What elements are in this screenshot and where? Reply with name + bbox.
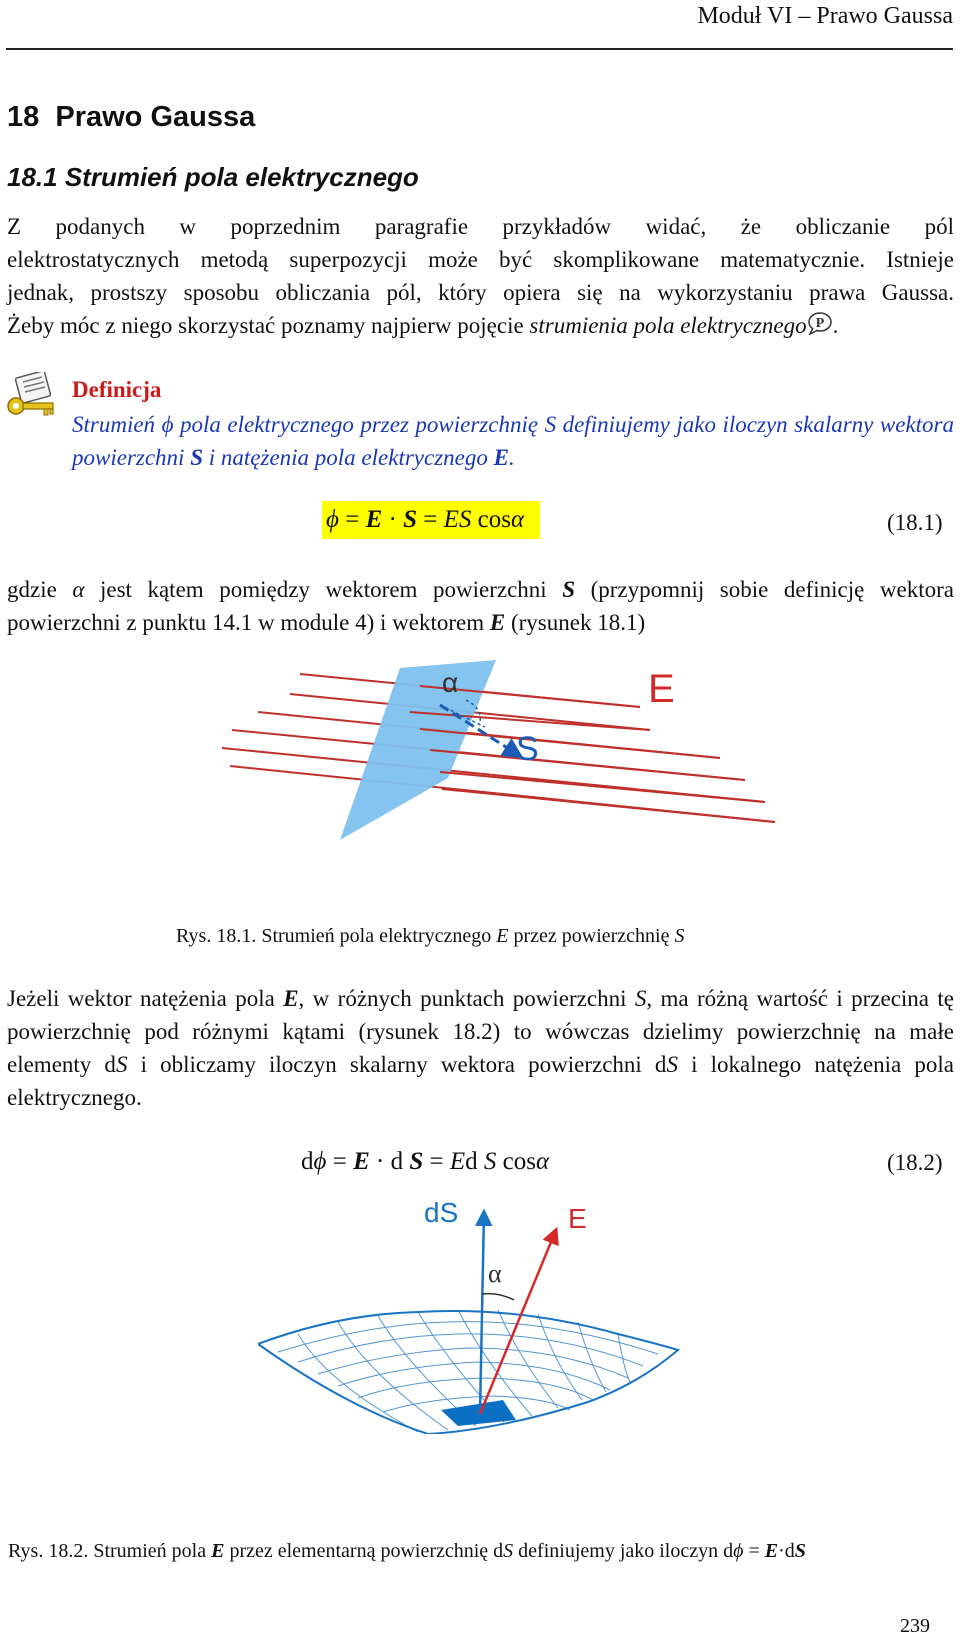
fig2-caption-phi: ϕ — [733, 1540, 744, 1562]
fig1-S-label: S — [516, 730, 539, 768]
header-rule — [6, 48, 953, 50]
eq1-cos: cos — [471, 506, 511, 533]
p2-alpha: α — [72, 577, 85, 602]
eq2-cos: cos — [496, 1148, 536, 1175]
fig2-dS-label: dS — [424, 1197, 459, 1228]
eq1-S: S — [403, 506, 417, 533]
running-header: Moduł VI – Prawo Gaussa — [697, 3, 953, 29]
eq2-equals-2: = — [423, 1148, 450, 1175]
p3-E: E — [283, 986, 299, 1011]
definition-key-icon — [4, 372, 58, 418]
eq1-phi: ϕ — [326, 506, 339, 533]
intro-paragraph — [7, 210, 954, 342]
figure-18-2 — [258, 1194, 688, 1434]
intro-line-1: Z podanych w poprzednim paragrafie przykładów widać, że obliczanie pól — [7, 214, 954, 239]
fig1-alpha-label: α — [442, 667, 459, 698]
p2-c: (przypomnij sobie definicję wektora powierzchni z punktu 14.1 w module 4) i wektorem — [7, 577, 954, 635]
p3-c: , ma różną wartość i przecina tę powierzchnię pod różnymi kątami (rysunek 18.2) to wówczas dzielimy powierzchnię na małe elementy d — [7, 986, 954, 1077]
def-text-c: definiujemy jako iloczyn skalarny wektora powierzchni — [72, 412, 954, 470]
p3-a: Jeżeli wektor natężenia pola — [7, 986, 284, 1011]
paragraph-3 — [7, 982, 954, 1114]
eq2-E2: E — [449, 1148, 466, 1175]
def-text-a: Strumień — [72, 412, 162, 437]
equation-number-18-1: (18.1) — [887, 510, 943, 535]
eq2-d: d — [301, 1148, 314, 1175]
fig2-caption-E: E — [211, 1540, 225, 1562]
intro-line-2: elektrostatycznych metodą superpozycji może być skomplikowane matematycznie. Istnieje — [7, 247, 954, 272]
equation-18-1 — [322, 501, 540, 539]
p2-E: E — [489, 610, 506, 635]
eq2-S2: S — [483, 1148, 497, 1175]
p2-S: S — [562, 577, 576, 602]
p3-S2: S — [115, 1052, 128, 1077]
eq2-dot: · d — [369, 1148, 410, 1175]
eq1-alpha: α — [510, 506, 525, 533]
p3-d: i obliczamy iloczyn skalarny wektora powierzchni d — [127, 1052, 667, 1077]
intro-line-3: jednak, prostszy sposobu obliczania pól, który opiera się na wykorzystaniu prawa Gaussa. — [7, 280, 954, 305]
eq1-E: E — [365, 506, 383, 533]
def-text-e: . — [508, 445, 515, 470]
fig2-caption-a: Rys. 18.2. Strumień pola — [8, 1540, 212, 1562]
svg-text:P: P — [815, 316, 824, 331]
fig2-alpha-label: α — [488, 1259, 502, 1288]
intro-line-4-end: . — [832, 313, 839, 338]
eq1-equals: = — [338, 506, 366, 533]
figure-18-1 — [220, 660, 780, 885]
fig1-E-label: E — [648, 667, 675, 711]
p2-a: gdzie — [7, 577, 73, 602]
figure-18-2-caption — [8, 1540, 806, 1563]
fig2-caption-c: definiujemy jako iloczyn d — [513, 1540, 734, 1562]
figure-18-1-caption — [176, 925, 684, 948]
def-S: S — [544, 412, 557, 437]
fig2-caption-e: ·d — [778, 1540, 795, 1562]
intro-line-4 — [7, 309, 954, 342]
chapter-heading: 18 Prawo Gaussa — [7, 101, 256, 133]
p3-b: , w różnych punktach powierzchni — [298, 986, 635, 1011]
p2-b: jest kątem pomiędzy wektorem powierzchni — [84, 577, 563, 602]
intro-line-4-term: strumienia pola elektrycznego — [529, 313, 807, 338]
equation-number-18-2: (18.2) — [887, 1150, 943, 1175]
p2-d: (rysunek 18.1) — [505, 610, 646, 635]
eq2-phi: ϕ — [313, 1148, 327, 1175]
equation-18-2 — [301, 1144, 549, 1180]
definition-text — [72, 408, 954, 474]
fig2-E-label: E — [568, 1203, 587, 1234]
page-number: 239 — [900, 1615, 930, 1637]
intro-line-4-text: Żeby móc z niego skorzystać poznamy najpierw pojęcie — [7, 313, 530, 338]
def-text-b: pola elektrycznego przez powierzchnię — [173, 412, 545, 437]
fig1-caption-a: Rys. 18.1. Strumień pola elektrycznego — [176, 925, 497, 947]
p-popup-icon[interactable] — [807, 311, 833, 335]
p3-e: i lokalnego natężenia pola elektrycznego. — [7, 1052, 954, 1110]
def-E-vector: E — [493, 445, 509, 470]
fig1-caption-b: przez powierzchnię — [508, 925, 675, 947]
fig2-caption-E2: E — [764, 1540, 779, 1562]
section-heading: 18.1 Strumień pola elektrycznego — [7, 162, 419, 192]
fig1-caption-E: E — [496, 925, 509, 947]
def-phi: ϕ — [161, 412, 174, 437]
fig2-caption-d: = — [743, 1540, 765, 1562]
surface-plane — [340, 660, 496, 840]
eq2-alpha: α — [535, 1148, 550, 1175]
fig2-caption-S: S — [503, 1540, 514, 1562]
eq2-equals: = — [326, 1148, 354, 1175]
eq1-equals-2: = — [416, 506, 444, 533]
eq2-E: E — [353, 1148, 370, 1175]
p3-S3: S — [666, 1052, 678, 1077]
paragraph-2 — [7, 573, 954, 639]
p3-S1: S — [634, 986, 647, 1011]
eq1-ES: ES — [443, 506, 472, 533]
def-text-d: i natężenia pola elektrycznego — [203, 445, 494, 470]
fig2-caption-S2: S — [794, 1540, 806, 1562]
eq1-dot: · — [382, 506, 404, 533]
eq2-d2: d — [465, 1148, 484, 1175]
fig1-caption-S: S — [674, 925, 685, 947]
eq2-S: S — [409, 1148, 424, 1175]
fig2-caption-b: przez elementarną powierzchnię d — [224, 1540, 504, 1562]
def-S-vector: S — [190, 445, 203, 470]
definition-title: Definicja — [72, 377, 162, 402]
